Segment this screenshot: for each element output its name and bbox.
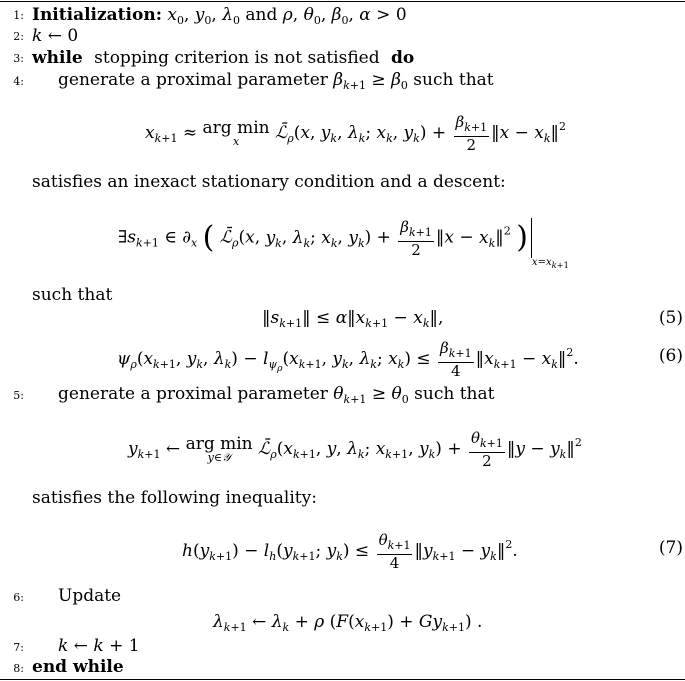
- y-update-equation: $y_{k+1}$ ← arg min y∈𝒴 $ℒ̄_\rho(x_{k+1}$, y, $\lambda_k$; $x_{k+1}$, $y_k$) + $\frac{\theta_{k+1}}{2}$ ‖y − $y_k‖^2$: [128, 429, 582, 470]
- line-number: 8:: [13, 662, 24, 675]
- top-rule: [0, 1, 685, 2]
- stationary-condition-text: satisfies an inexact stationary condition and a descent:: [32, 172, 506, 192]
- such-that-text: such that: [32, 285, 113, 305]
- line-number: 4:: [13, 75, 24, 88]
- equation-tag-5: (5): [658, 308, 683, 328]
- line-number: 1:: [13, 9, 24, 22]
- theta-step-line: generate a proximal parameter $\theta_{k+1} \ge \theta_0$ such that: [58, 384, 495, 406]
- do-keyword: do: [391, 48, 415, 68]
- line-number: 5:: [13, 389, 24, 402]
- lambda-update-equation: $\lambda_{k+1}$ ← $\lambda_k + \rho$ $(F(x_{k+1}) + Gy_{k+1})$ .: [213, 612, 483, 634]
- end-while-line: end while: [32, 657, 124, 677]
- equation-tag-6: (6): [658, 346, 683, 366]
- equation-5: $‖s_{k+1}‖$ ≤ $\alpha‖x_{k+1}$ − $x_k‖$,: [262, 308, 444, 330]
- while-condition: stopping criterion is not satisfied: [94, 48, 380, 68]
- while-keyword: while: [32, 48, 83, 68]
- x-update-equation: $x_{k+1}$ ≈ arg min x $ℒ̄_\rho(x$, $y_k$, $\lambda_k$; $x_k$, $y_k$) + $\frac{\beta_{k+1}}{2}$ ‖x − $x_k‖^2$: [145, 113, 566, 154]
- line-number: 6:: [13, 591, 24, 604]
- initialization-label: Initialization:: [32, 5, 162, 25]
- equation-6: $\psi_\rho(x_{k+1}$, $y_k$, $\lambda_k) - l_{\psi_\rho}(x_{k+1}$, $y_k$, $\lambda_k$; $x_k$) ≤ $\frac{\beta_{k+1}}{4}$ $‖x_{k+1}$ − $x_k‖^2$.: [117, 339, 579, 380]
- line-number: 2:: [13, 30, 24, 43]
- initialization-line: [32, 5, 407, 31]
- subgradient-equation: $\exists s_{k+1}$ ∈ $\partial_x$ ( $ℒ̄_\rho(x$, $y_k$, $\lambda_k$; $x_k$, $y_k$) + $\frac{\beta_{k+1}}{2}$ ‖x − $x_k‖^2$ )$_{x=x_{k+1}}$: [118, 217, 569, 270]
- counter-increment-line: k ← k + 1: [58, 636, 140, 656]
- init-counter-line: k ← 0: [32, 26, 79, 46]
- line-number: 3:: [13, 52, 24, 65]
- beta-step-line: generate a proximal parameter $\beta_{k+1} \ge \beta_0$ such that: [58, 70, 494, 92]
- equation-tag-7: (7): [658, 538, 683, 558]
- initialization-text: $x_0$, $y_0$, $\lambda_0$ and ρ, $\theta_0$, $\beta_0$, α > 0: [167, 5, 407, 27]
- equation-7: $h(y_{k+1}) - l_h(y_{k+1}$; $y_k$) ≤ $\frac{\theta_{k+1}}{4}$ $‖y_{k+1}$ − $y_k‖^2$.: [182, 531, 518, 572]
- line-number: 7:: [13, 641, 24, 654]
- inequality-intro-text: satisfies the following inequality:: [32, 488, 317, 508]
- bottom-rule: [0, 679, 685, 680]
- while-line: [32, 48, 414, 68]
- update-line: Update: [58, 586, 122, 606]
